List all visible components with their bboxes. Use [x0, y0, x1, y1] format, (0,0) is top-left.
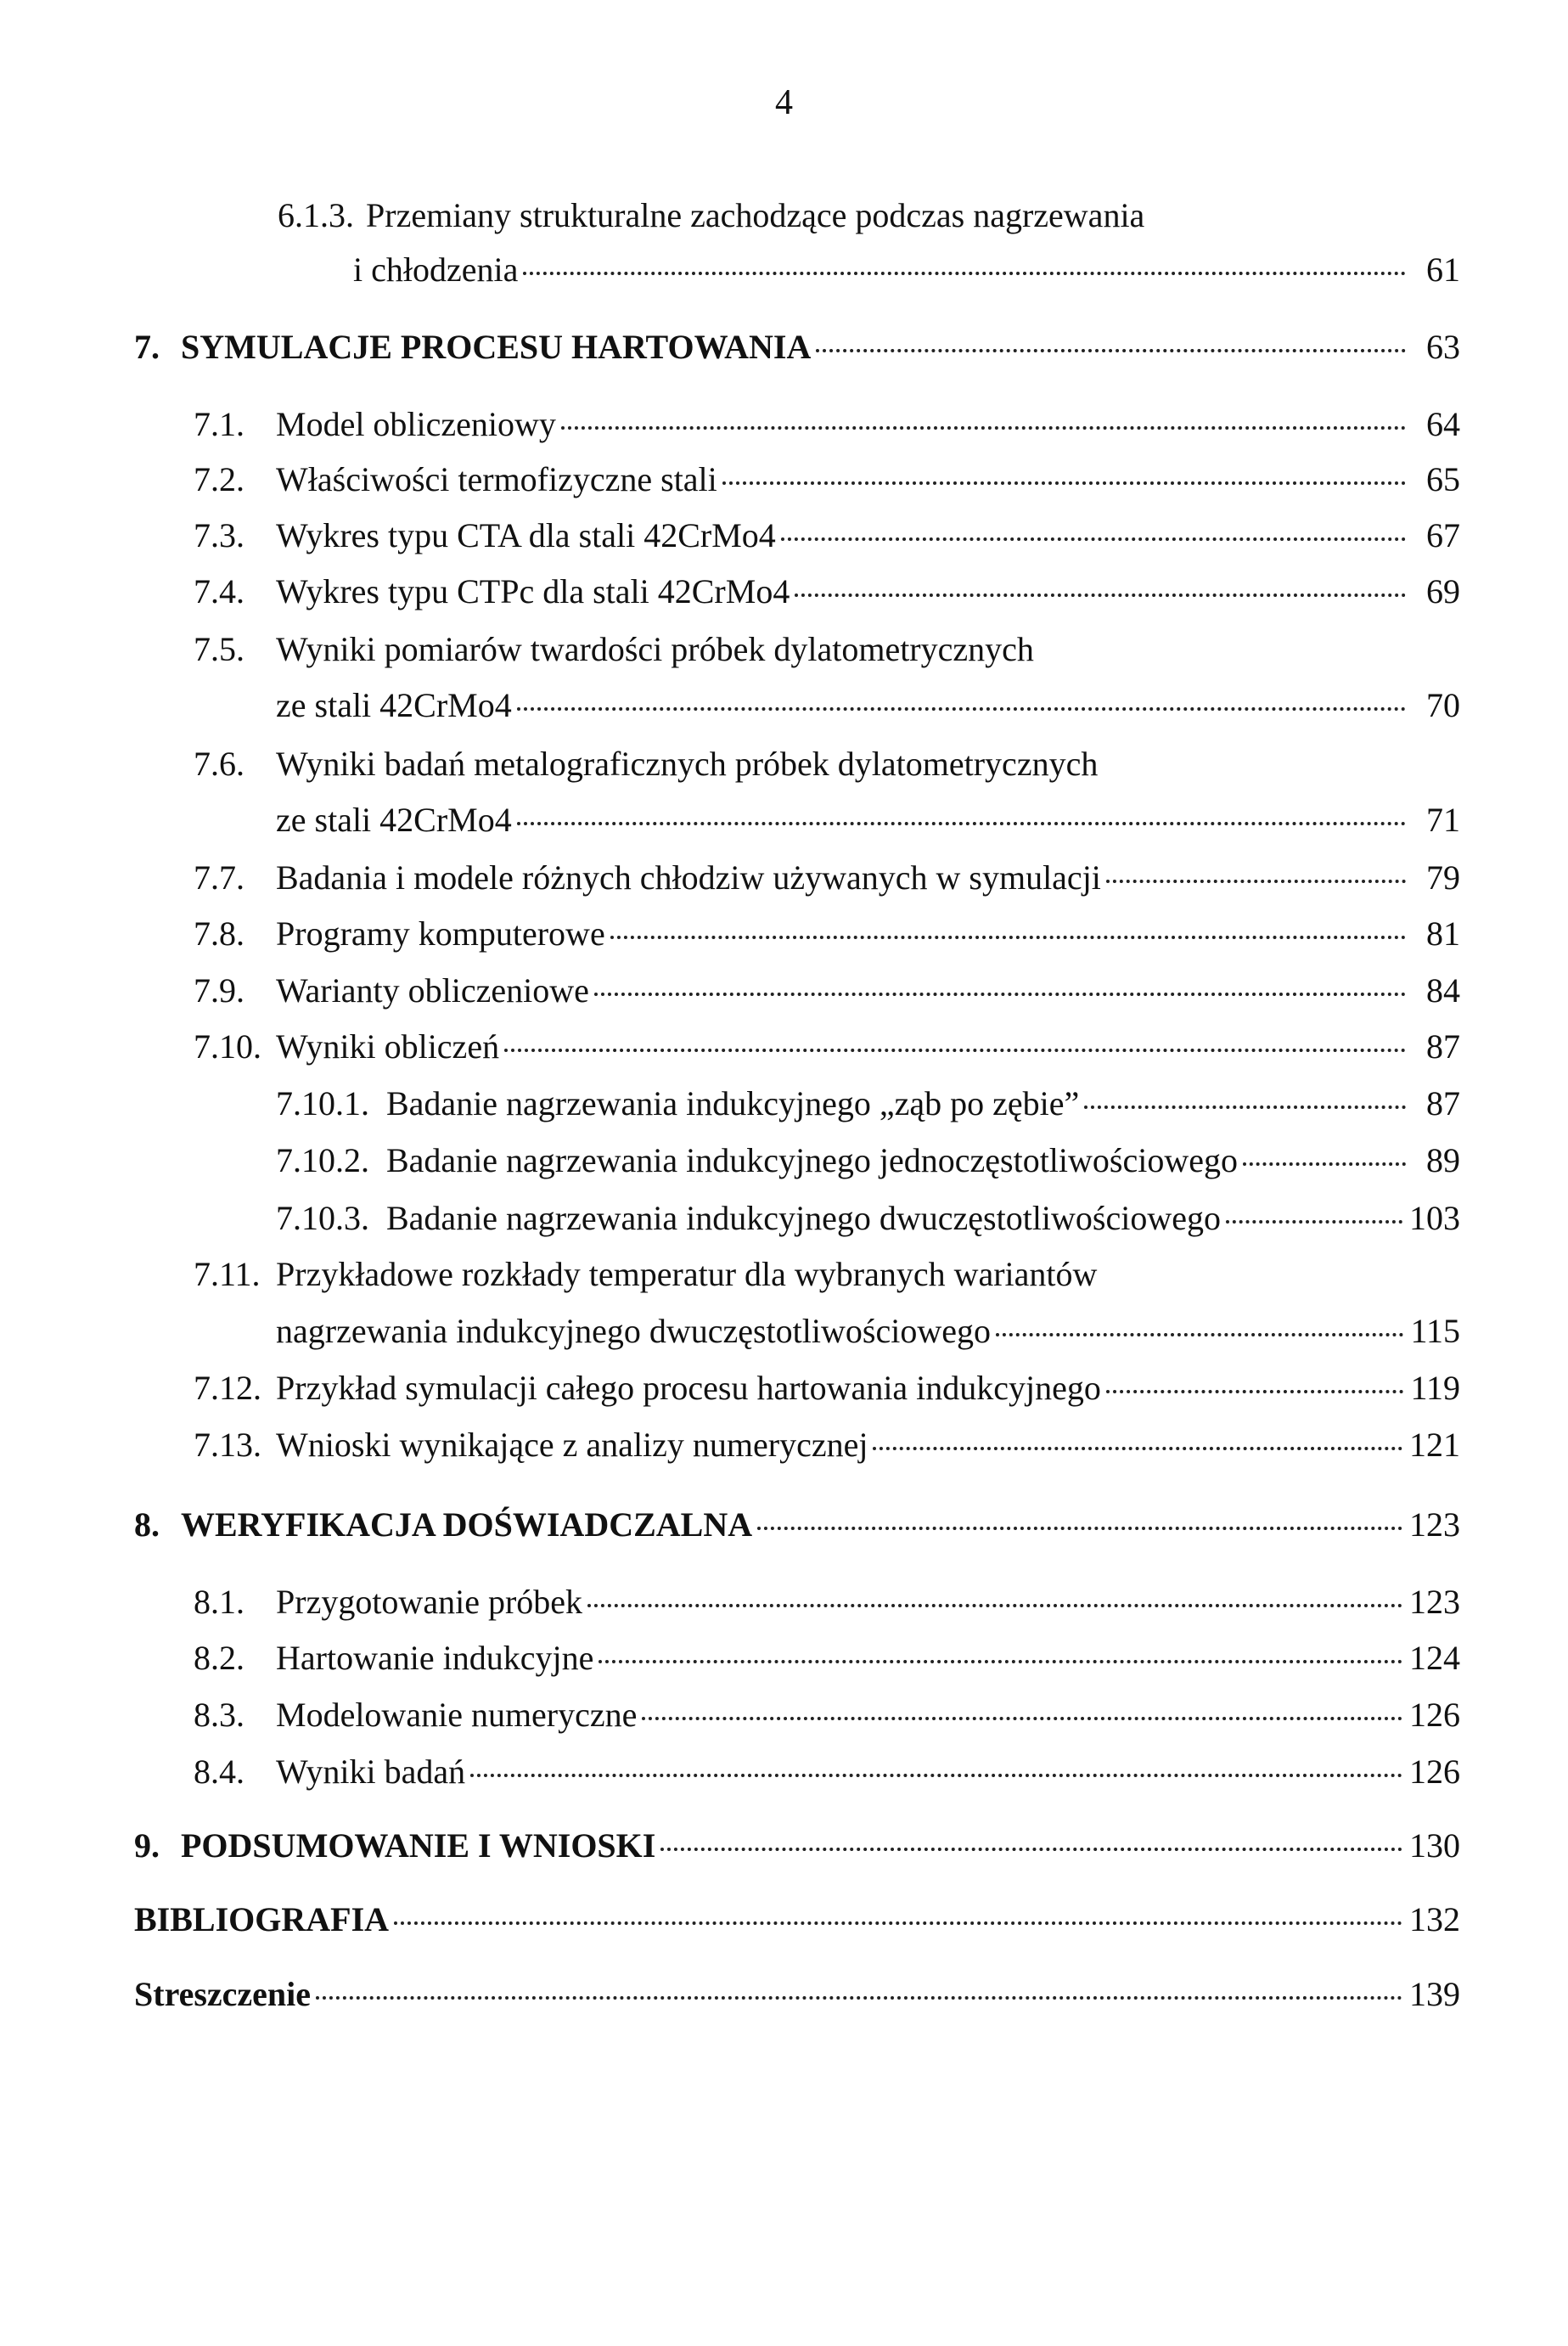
toc-page-number: 103 [1409, 1199, 1460, 1237]
toc-page-number: 70 [1426, 686, 1460, 724]
toc-number: 7.10.3. [276, 1199, 369, 1237]
toc-leader-dots [816, 349, 1406, 352]
toc-title: BIBLIOGRAFIA [134, 1900, 390, 1938]
toc-page-number: 89 [1426, 1141, 1460, 1179]
toc-number: 7.10.2. [276, 1141, 369, 1179]
toc-page-number: 126 [1409, 1696, 1460, 1734]
toc-number: 7.10. [194, 1027, 261, 1066]
toc-page-number: 67 [1426, 516, 1460, 554]
toc-entry-6-1-3-line1 [278, 195, 1460, 236]
page-number: 4 [775, 83, 793, 122]
toc-entry-7-10 [194, 1027, 1460, 1067]
toc-page-number: 63 [1426, 328, 1460, 366]
toc-page-number: 69 [1426, 572, 1460, 610]
toc-leader-dots [599, 1660, 1402, 1663]
toc-title: ze stali 42CrMo4 [276, 686, 512, 724]
toc-page-number: 130 [1409, 1826, 1460, 1865]
toc-title: Przykładowe rozkłady temperatur dla wybranych wariantów [276, 1255, 1098, 1293]
toc-entry-7-1 [194, 404, 1460, 445]
toc-number: 7.10.1. [276, 1084, 369, 1122]
toc-title: Badanie nagrzewania indukcyjnego jednoczęstotliwościowego [386, 1141, 1238, 1179]
toc-title: Warianty obliczeniowe [276, 971, 589, 1010]
toc-number: 9. [134, 1826, 160, 1865]
toc-entry-7-5-line2 [276, 685, 1460, 726]
toc-title: Wyniki badań [276, 1752, 466, 1791]
toc-title: Wyniki badań metalograficznych próbek dylatometrycznych [276, 745, 1099, 783]
toc-entry-8-3 [194, 1695, 1460, 1736]
toc-leader-dots [610, 936, 1406, 939]
toc-title: Wyniki obliczeń [276, 1027, 500, 1066]
toc-page-number: 87 [1426, 1027, 1460, 1066]
toc-number: 8.1. [194, 1583, 244, 1621]
toc-entry-7-10-2 [276, 1140, 1460, 1181]
toc-number: 8. [134, 1505, 160, 1544]
toc-entry-8-2 [194, 1638, 1460, 1679]
toc-entry-7-3 [194, 515, 1460, 556]
toc-leader-dots [517, 707, 1406, 711]
toc-title: Wykres typu CTPc dla stali 42CrMo4 [276, 572, 790, 610]
toc-page-number: 119 [1410, 1369, 1460, 1407]
toc-leader-dots [594, 993, 1406, 996]
toc-entry-7-13 [194, 1425, 1460, 1466]
toc-page-number: 123 [1409, 1505, 1460, 1544]
toc-entry-7-7 [194, 858, 1460, 898]
toc-entry-7-12 [194, 1368, 1460, 1409]
toc-number: 7.3. [194, 516, 244, 554]
toc-title: Streszczenie [134, 1975, 312, 2013]
toc-entry-7-9 [194, 970, 1460, 1011]
toc-streszczenie [134, 1974, 1460, 2015]
toc-entry-6-1-3-line2 [353, 250, 1460, 290]
toc-leader-dots [1106, 880, 1406, 883]
toc-leader-dots [1084, 1105, 1406, 1109]
toc-entry-7-11-line1 [194, 1254, 1460, 1295]
toc-entry-7-6-line2 [276, 800, 1460, 841]
toc-page-number: 123 [1409, 1583, 1460, 1621]
toc-leader-dots [504, 1049, 1406, 1052]
toc-number: 7.4. [194, 572, 244, 610]
toc-leader-dots [394, 1921, 1402, 1925]
toc-entry-8-1 [194, 1582, 1460, 1623]
toc-title: Właściwości termofizyczne stali [276, 460, 717, 498]
toc-number: 7.1. [194, 405, 244, 443]
toc-page-number: 126 [1409, 1752, 1460, 1791]
toc-number: 7.2. [194, 460, 244, 498]
toc-number: 7.13. [194, 1426, 261, 1464]
toc-leader-dots [1106, 1390, 1404, 1393]
toc-number: 7.11. [194, 1255, 261, 1293]
toc-chapter-7 [134, 327, 1460, 368]
toc-title: Badanie nagrzewania indukcyjnego dwuczęstotliwościowego [386, 1199, 1222, 1237]
toc-leader-dots [1226, 1220, 1402, 1224]
toc-entry-7-8 [194, 914, 1460, 954]
toc-title: Wnioski wynikające z analizy numerycznej [276, 1426, 868, 1464]
toc-number: 8.3. [194, 1696, 244, 1734]
toc-chapter-8 [134, 1505, 1460, 1545]
toc-title: Badanie nagrzewania indukcyjnego „ząb po zębie” [386, 1084, 1080, 1122]
toc-leader-dots [757, 1527, 1402, 1530]
toc-entry-7-10-3 [276, 1198, 1460, 1239]
toc-page-number: 84 [1426, 971, 1460, 1010]
toc-page-number: 87 [1426, 1084, 1460, 1122]
toc-number: 7. [134, 328, 160, 366]
toc-leader-dots [660, 1848, 1402, 1851]
toc-title: WERYFIKACJA DOŚWIADCZALNA [181, 1505, 753, 1544]
toc-entry-7-2 [194, 459, 1460, 500]
toc-leader-dots [517, 822, 1406, 825]
toc-number: 7.6. [194, 745, 244, 783]
toc-number: 8.2. [194, 1639, 244, 1677]
toc-leader-dots [587, 1604, 1402, 1607]
toc-number: 7.8. [194, 914, 244, 953]
toc-title: PODSUMOWANIE I WNIOSKI [181, 1826, 656, 1865]
toc-title: SYMULACJE PROCESU HARTOWANIA [181, 328, 812, 366]
toc-chapter-9 [134, 1826, 1460, 1866]
toc-number: 7.7. [194, 858, 244, 897]
toc-page-number: 79 [1426, 858, 1460, 897]
toc-number: 6.1.3. [278, 196, 354, 234]
toc-number: 8.4. [194, 1752, 244, 1791]
toc-leader-dots [523, 272, 1406, 275]
toc-entry-7-6-line1 [194, 744, 1460, 785]
toc-page-number: 81 [1426, 914, 1460, 953]
toc-title: Przykład symulacji całego procesu hartowania indukcyjnego [276, 1369, 1101, 1407]
toc-title: Wyniki pomiarów twardości próbek dylatometrycznych [276, 630, 1034, 668]
toc-leader-dots [1243, 1162, 1406, 1166]
toc-title: Wykres typu CTA dla stali 42CrMo4 [276, 516, 776, 554]
toc-title: nagrzewania indukcyjnego dwuczęstotliwościowego [276, 1312, 991, 1350]
toc-number: 7.9. [194, 971, 244, 1010]
toc-number: 7.12. [194, 1369, 261, 1407]
toc-leader-dots [722, 481, 1406, 485]
toc-leader-dots [316, 1996, 1402, 2000]
toc-title: ze stali 42CrMo4 [276, 801, 512, 839]
toc-title: Hartowanie indukcyjne [276, 1639, 594, 1677]
toc-leader-dots [795, 594, 1406, 597]
toc-entry-7-10-1 [276, 1083, 1460, 1124]
toc-leader-dots [996, 1333, 1404, 1336]
toc-page-number: 132 [1409, 1900, 1460, 1938]
toc-title: Przygotowanie próbek [276, 1583, 583, 1621]
toc-entry-7-5-line1 [194, 629, 1460, 670]
toc-entry-8-4 [194, 1752, 1460, 1792]
toc-title: Badania i modele różnych chłodziw używanych w symulacji [276, 858, 1101, 897]
toc-page-number: 61 [1426, 250, 1460, 289]
toc-title: Programy komputerowe [276, 914, 605, 953]
toc-bibliografia [134, 1899, 1460, 1940]
toc-page-number: 124 [1409, 1639, 1460, 1677]
toc-leader-dots [781, 537, 1406, 541]
toc-entry-7-4 [194, 571, 1460, 612]
toc-leader-dots [561, 426, 1406, 430]
toc-page-number: 139 [1409, 1975, 1460, 2013]
toc-title: Modelowanie numeryczne [276, 1696, 638, 1734]
toc-page-number: 65 [1426, 460, 1460, 498]
toc-page-number: 121 [1409, 1426, 1460, 1464]
toc-page-number: 64 [1426, 405, 1460, 443]
toc-number: 7.5. [194, 630, 244, 668]
toc-entry-7-11-line2 [276, 1311, 1460, 1352]
toc-leader-dots [642, 1717, 1402, 1720]
toc-title: Model obliczeniowy [276, 405, 556, 443]
toc-page-number: 115 [1410, 1312, 1460, 1350]
toc-leader-dots [873, 1447, 1402, 1450]
toc-leader-dots [470, 1774, 1402, 1777]
toc-title: Przemiany strukturalne zachodzące podczas nagrzewania [366, 196, 1145, 234]
toc-title: i chłodzenia [353, 250, 519, 289]
toc-page-number: 71 [1426, 801, 1460, 839]
